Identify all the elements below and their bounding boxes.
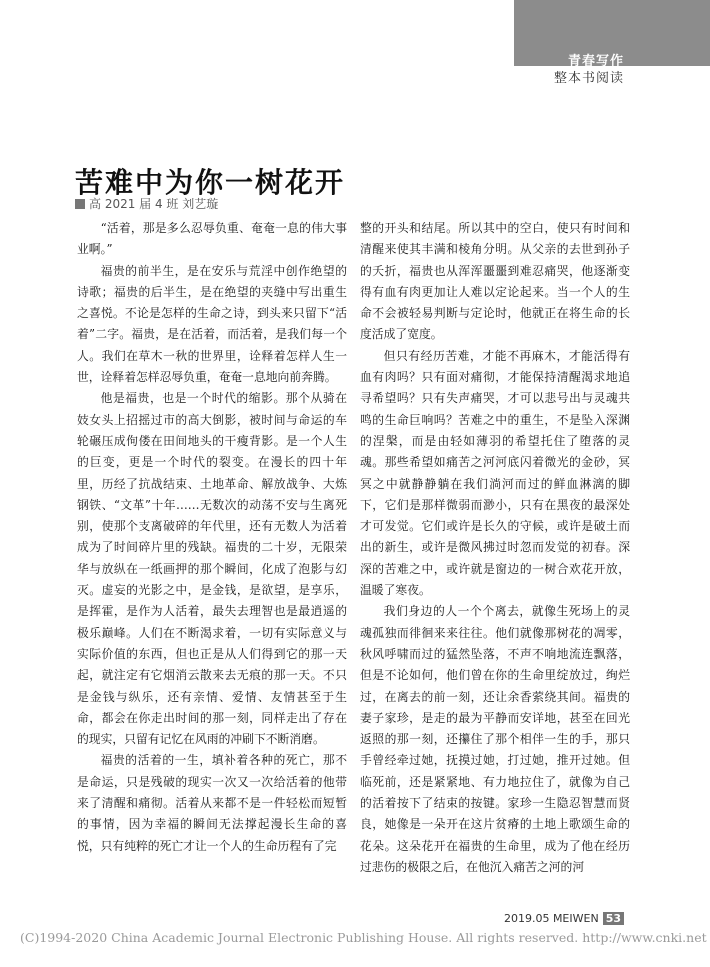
- square-bullet-icon: [75, 199, 85, 209]
- left-column: [77, 218, 347, 857]
- right-column: [360, 218, 630, 878]
- page-number: 53: [603, 912, 624, 925]
- byline: [75, 195, 218, 212]
- article-title: 苦难中为你一树花开: [75, 166, 346, 199]
- copyright-watermark: (C)1994-2020 China Academic Journal Electronic Publishing House. All rights reserved. http://www.cnki.net: [20, 930, 707, 945]
- section-title: 青春写作: [567, 54, 624, 69]
- page-folio: [504, 912, 624, 925]
- paragraph: 福贵的活着的一生，填补着各种的死亡，那不是命运，只是残破的现实一次又一次给活着的他带来了清醒和痛彻。活着从来都不是一件轻松而短暂的事情，因为幸福的瞬间无法撑起漫长生命的喜悦，只有纯粹的死亡才让一个人的生命历程有了完: [77, 753, 347, 853]
- paragraph: 福贵的前半生，是在安乐与荒淫中创作绝望的诗歌；福贵的后半生，是在绝望的夹缝中写出重生之喜悦。不论是怎样的生命之诗，到头来只留下“活着”二字。福贵，是在活着，而活着，是我们每一个人。我们在草木一秋的世界里，诠释着怎样人生一世，诠释着怎样忍辱负重，奄奄一息地向前奔腾。: [77, 263, 347, 385]
- paragraph: 整的开头和结尾。所以其中的空白，使只有时间和清醒来使其丰满和棱角分明。从父亲的去世到孙子的夭折，福贵也从浑浑噩噩到难忍痛哭，他逐渐变得有血有肉更加让人难以定论起来。当一个人的生命不会被轻易判断与定论时，他就正在将生命的长度活成了宽度。: [360, 221, 630, 342]
- paragraph: “活着，那是多么忍辱负重、奄奄一息的伟大事业啊。”: [77, 221, 347, 257]
- section-subtitle: 整本书阅读: [553, 71, 624, 86]
- paragraph: 但只有经历苦难，才能不再麻木，才能活得有血有肉吗？只有面对痛彻，才能保持清醒渴求地追寻希望吗？只有失声痛哭，才可以悲号出与灵魂共鸣的生命巨响吗？苦难之中的重生，不是坠入深渊的涅槃，而是由轻如薄羽的希望托住了堕落的灵魂。那些希望如痛苦之河河底闪着微光的金砂，冥冥之中就静静躺在我们淌河而过的鲜血淋漓的脚下，它们是那样微弱而渺小，只有在黑夜的最深处才可发觉。它们或许是长久的守候，或许是破土而出的新生，或许是微风拂过时忽而发觉的初春。深深的苦难之中，或许就是窗边的一树合欢花开放，温暖了寒夜。: [360, 348, 630, 598]
- paragraph: 他是福贵，也是一个时代的缩影。那个从骑在妓女头上招摇过市的高大倒影，被时间与命运的车轮碾压成佝偻在田间地头的干瘦背影。是一个人生的巨变，更是一个时代的裂变。在漫长的四十年里，历经了抗战结束、土地革命、解放战争、大炼钢铁、“文革”十年……无数次的动荡不安与生离死别，使那个支离破碎的年代里，还有无数人为活着成为了时间碎片里的残缺。福贵的二十岁，无限荣华与放纵在一纸画押的那个瞬间，化成了泡影与幻灭。虚妄的光影之中，是金钱，是欲望，是享乐，是挥霍，是作为人活着，最失去理智也是最逍遥的极乐巅峰。人们在不断渴求着，一切有实际意义与实际价值的东西，但也正是从人们得到它的那一天起，就注定有它烟消云散来去无痕的那一天。不只是金钱与纵乐，还有亲情、爱情、友情甚至于生命，都会在你走出时间的那一刻，同样走出了存在的现实，只留有记忆在风雨的冲刷下不断消磨。: [77, 391, 347, 747]
- issue-label: 2019.05 MEIWEN: [503, 912, 599, 925]
- byline-text: 高 2021 届 4 班 刘艺璇: [89, 197, 219, 211]
- paragraph: 我们身边的人一个个离去，就像生死场上的灵魂孤独而徘徊来来往往。他们就像那树花的凋零，秋风呼啸而过的猛然坠落，不声不响地流连飘落，但是不论如何，他们曾在你的生命里绽放过，绚烂过，在离去的前一刻，还让余香萦绕其间。福贵的妻子家珍，是走的最为平静而安详地，甚至在回光返照的那一刻，还攥住了那个相伴一生的手，那只手曾经牵过她，抚摸过她，打过她，推开过她。但临死前，还是紧紧地、有力地拉住了，就像为自己的活着按下了结束的按键。家珍一生隐忍智慧而贤良，她像是一朵开在这片贫瘠的土地上歌颂生命的花朵。这朵花开在福贵的生命里，成为了他在经历过悲伤的极限之后，在他沉入痛苦之河的河: [360, 604, 630, 874]
